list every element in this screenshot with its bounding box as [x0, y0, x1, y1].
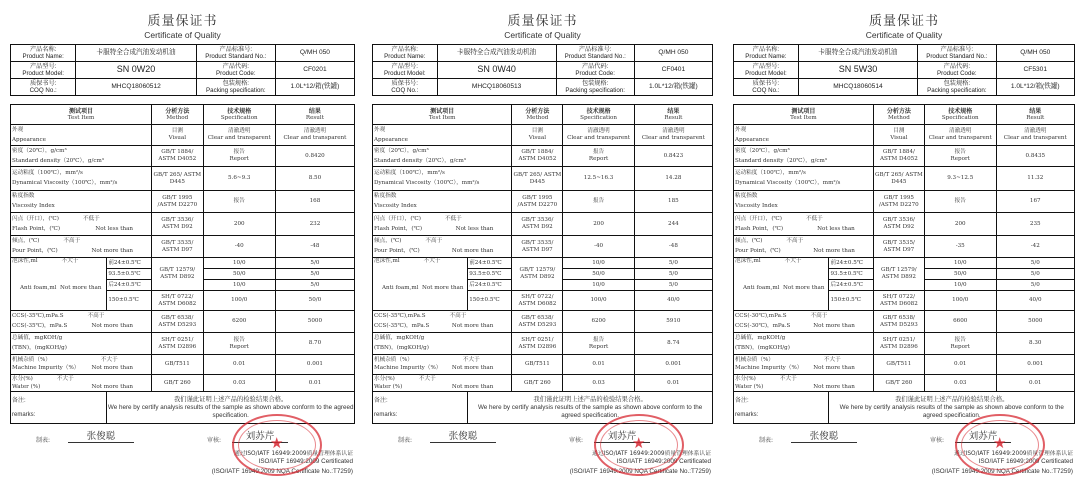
result-water: 0.01: [634, 375, 712, 392]
row-foam-4: 150±0.5℃ SH/T 0722/ ASTM D6082 100/0 50/0: [11, 291, 355, 311]
reviewed-by-name: 刘苏芹: [594, 428, 650, 443]
result-ccs: 5000: [275, 311, 354, 333]
row-foam-1: 泡沫性,ml 不大于 Anti foam,ml Not more than 前24±0.5℃ GB/T 12579/ ASTM D892 10/0 5/0: [11, 258, 355, 269]
spec-ccs: 6200: [203, 311, 275, 333]
company-seal-stamp: [594, 414, 684, 476]
row-foam-1: 泡沫性,ml 不大于 Anti foam,ml Not more than 前24±0.5℃ GB/T 12579/ ASTM D892 10/0 5/0: [734, 258, 1075, 269]
star-icon: ★: [993, 434, 1007, 452]
result-water: 0.01: [996, 375, 1074, 392]
product-standard-value: Q/MH 050: [634, 45, 712, 62]
result-vi: 168: [275, 191, 354, 213]
header-test-item: 测试项目 Test Item: [11, 105, 152, 125]
row-viscosity: 运动粘度（100℃），mm²/s Dynamical Viscosity（100℃），mm²/s GB/T 265/ ASTM D445 5.6~9.3 8.50: [11, 167, 355, 191]
spec-viscosity: 9.3~12.5: [924, 167, 996, 191]
result-viscosity: 8.50: [275, 167, 354, 191]
coq-no-value: MHCQ18060512: [76, 79, 196, 96]
row-foam-2: 93.5±0.5℃ 50/0 5/0: [11, 269, 355, 280]
iso-certification-cn: 通过ISO/IATF 16949:2009质量管理体系认证: [592, 451, 711, 457]
iso-certification-cn: 通过ISO/IATF 16949:2009质量管理体系认证: [234, 451, 353, 457]
coq-no-label: 质保书号: COQ No.:: [11, 79, 76, 96]
row-viscosity: 运动粘度（100℃），mm²/s Dynamical Viscosity（100℃），mm²/s GB/T 265/ ASTM D445 9.3~12.5 11.32: [734, 167, 1075, 191]
row-density: 密度（20℃），g/cm³ Standard density（20℃），g/cm³ GB/T 1884/ ASTM D4052 报告 Report 0.8435: [734, 146, 1075, 167]
product-model-label: 产品型号: Product Model:: [11, 62, 76, 79]
product-code-label: 产品代码: Product Code:: [918, 62, 996, 79]
product-code-label: 产品代码: Product Code:: [556, 62, 634, 79]
row-tbn: 总碱值，mgKOH/g (TBN)，(mgKOH/g) SH/T 0251/ ASTM D2896 报告 Report 8.74: [373, 333, 713, 355]
signature-area: [372, 424, 713, 484]
iso-certification-en: ISO/IATF 16949:2009 Certificated: [616, 458, 711, 465]
header-specification: 技术规格 Specification: [203, 105, 275, 125]
row-foam-2: 93.5±0.5℃ 50/0 5/0: [734, 269, 1075, 280]
product-name-value: 卡服特全合成汽油发动机油: [76, 45, 196, 62]
prepared-by-name: 张俊聪: [791, 428, 857, 443]
company-seal-stamp: [955, 414, 1045, 476]
row-viscosity: 运动粘度（100℃），mm²/s Dynamical Viscosity（100℃），mm²/s GB/T 265/ ASTM D445 12.5~16.3 14.28: [373, 167, 713, 191]
reviewed-by-name: 刘苏芹: [955, 428, 1011, 443]
certificate-title-cn: 质量保证书: [147, 14, 218, 29]
prepared-by-label: 制表:: [759, 437, 774, 444]
result-mi: 0.001: [996, 355, 1074, 375]
product-code-value: CF0401: [634, 62, 712, 79]
row-foam-3: 后24±0.5℃ 10/0 5/0: [11, 280, 355, 291]
row-appearance: 外观 Appearance 目测 Visual 清澈透明 Clear and transparent 清澈透明 Clear and transparent: [11, 125, 355, 146]
product-info-table: [10, 44, 355, 96]
header-method: 分析方法 Method: [512, 105, 563, 125]
prepared-by-name: 张俊聪: [430, 428, 496, 443]
row-flash-point: 闪点（开口），(℃) 不低于 Flash Point，(℃) Not less than GB/T 3536/ ASTM D92 200 235: [734, 213, 1075, 236]
spec-ccs: 6200: [563, 311, 634, 333]
signature-area: [10, 424, 355, 484]
product-name-label: 产品名称: Product Name:: [373, 45, 438, 62]
row-ccs: CCS(-35℃),mPa.S 不高于 CCS(-35℃)，mPa.S Not more than GB/T 6538/ ASTM D5293 6200 5000: [11, 311, 355, 333]
packing-value: 1.0L*12/箱(铁罐): [275, 79, 354, 96]
result-tbn: 8.74: [634, 333, 712, 355]
coq-no-label: 质保书号: COQ No.:: [373, 79, 438, 96]
row-flash-point: 闪点（开口），(℃) 不低于 Flash Point，(℃) Not less than GB/T 3536/ ASTM D92 200 244: [373, 213, 713, 236]
result-density: 0.8420: [275, 146, 354, 167]
product-model-label: 产品型号: Product Model:: [734, 62, 799, 79]
coq-no-value: MHCQ18060514: [798, 79, 917, 96]
row-foam-3: 后24±0.5℃ 10/0 5/0: [373, 280, 713, 291]
header-result: 结果 Result: [275, 105, 354, 125]
result-vi: 185: [634, 191, 712, 213]
product-standard-label: 产品标准号: Product Standard No.:: [196, 45, 275, 62]
iso-certificate-no: (ISO/IATF 16949:2009 NQA Certificate No.:T7259): [211, 468, 353, 475]
result-viscosity: 14.28: [634, 167, 712, 191]
result-viscosity: 11.32: [996, 167, 1074, 191]
row-viscosity-index: 粘度指数 Viscosity Index GB/T 1995 /ASTM D2270 报告 185: [373, 191, 713, 213]
spec-pour: -35: [924, 236, 996, 258]
product-standard-value: Q/MH 050: [996, 45, 1074, 62]
product-model-value: SN 5W30: [798, 62, 917, 79]
iso-certification-en: ISO/IATF 16949:2009 Certificated: [978, 458, 1073, 465]
row-pour-point: 倾点，(℃) 不高于 Pour Point，(℃) Not more than GB/T 3535/ ASTM D97 -40 -48: [373, 236, 713, 258]
header-specification: 技术规格 Specification: [563, 105, 634, 125]
reviewed-by-label: 审核:: [207, 437, 222, 444]
row-foam-4: 150±0.5℃ SH/T 0722/ ASTM D6082 100/0 40/0: [734, 291, 1075, 311]
signature-area: [733, 424, 1075, 484]
iso-certification-en: ISO/IATF 16949:2009 Certificated: [258, 458, 353, 465]
iso-certificate-no: (ISO/IATF 16949:2009 NQA Certificate No.:T7259): [569, 468, 711, 475]
star-icon: ★: [270, 434, 284, 452]
product-code-value: CF5301: [996, 62, 1074, 79]
row-machine-impurity: 机械杂质（%） 不大于 Machine Impurity（%） Not more than GB/T511 0.01 0.001: [11, 355, 355, 375]
row-pour-point: 倾点，(℃) 不高于 Pour Point，(℃) Not more than GB/T 3535/ ASTM D97 -40 -48: [11, 236, 355, 258]
row-remarks: 备注: remarks: 我们谨此证明上述产品的检验结果合格。 We here by certify analysis results of the sample as shown above conform to the agreed specification.: [11, 392, 355, 424]
result-pour: -42: [996, 236, 1074, 258]
spec-ccs: 6600: [924, 311, 996, 333]
star-icon: ★: [632, 434, 646, 452]
packing-label: 包装规格: Packing specification:: [556, 79, 634, 96]
header-method: 分析方法 Method: [152, 105, 204, 125]
product-model-value: SN 0W20: [76, 62, 196, 79]
product-standard-label: 产品标准号: Product Standard No.:: [556, 45, 634, 62]
product-info-table: [372, 44, 713, 96]
row-appearance: 外观 Appearance 目测 Visual 清澈透明 Clear and transparent 清澈透明 Clear and transparent: [373, 125, 713, 146]
result-mi: 0.001: [275, 355, 354, 375]
product-standard-label: 产品标准号: Product Standard No.:: [918, 45, 996, 62]
certificate-title-en: Certificate of Quality: [144, 30, 221, 40]
product-model-label: 产品型号: Product Model:: [373, 62, 438, 79]
product-name-value: 卡服特全合成汽油发动机油: [437, 45, 556, 62]
product-info-table: [733, 44, 1075, 96]
spec-pour: -40: [563, 236, 634, 258]
row-tbn: 总碱值，mgKOH/g (TBN)，(mgKOH/g) SH/T 0251/ ASTM D2896 报告 Report 8.70: [11, 333, 355, 355]
row-water: 水分(%) 不大于 Water (%) Not more than GB/T 260 0.03 0.01: [11, 375, 355, 392]
row-foam-4: 150±0.5℃ SH/T 0722/ ASTM D6082 100/0 40/0: [373, 291, 713, 311]
row-water: 水分(%) 不大于 Water (%) Not more than GB/T 260 0.03 0.01: [373, 375, 713, 392]
product-code-value: CF0201: [275, 62, 354, 79]
header-specification: 技术规格 Specification: [924, 105, 996, 125]
header-result: 结果 Result: [634, 105, 712, 125]
spec-pour: -40: [203, 236, 275, 258]
certificate-title-en: Certificate of Quality: [504, 30, 581, 40]
result-mi: 0.001: [634, 355, 712, 375]
row-ccs: CCS(-35℃),mPa.S 不高于 CCS(-35℃)，mPa.S Not more than GB/T 6538/ ASTM D5293 6200 5910: [373, 311, 713, 333]
coq-no-value: MHCQ18060513: [437, 79, 556, 96]
quality-certificate-1: [10, 0, 355, 490]
result-density: 0.8435: [996, 146, 1074, 167]
row-remarks: 备注: remarks: 我们谨此证明上述产品的检验结果合格。 We here by certify analysis results of the sample as shown above conform to the agreed specification.: [373, 392, 713, 424]
result-pour: -48: [275, 236, 354, 258]
spec-viscosity: 5.6~9.3: [203, 167, 275, 191]
prepared-by-name: 张俊聪: [68, 428, 134, 443]
product-code-label: 产品代码: Product Code:: [196, 62, 275, 79]
product-name-label: 产品名称: Product Name:: [734, 45, 799, 62]
packing-label: 包装规格: Packing specification:: [196, 79, 275, 96]
result-pour: -48: [634, 236, 712, 258]
row-viscosity-index: 粘度指数 Viscosity Index GB/T 1995 /ASTM D2270 报告 168: [11, 191, 355, 213]
packing-label: 包装规格: Packing specification:: [918, 79, 996, 96]
test-results-table: [10, 104, 355, 424]
quality-certificate-2: [372, 0, 713, 490]
result-flash: 244: [634, 213, 712, 236]
row-machine-impurity: 机械杂质（%） 不大于 Machine Impurity（%） Not more than GB/T511 0.01 0.001: [373, 355, 713, 375]
row-water: 水分(%) 不大于 Water (%) Not more than GB/T 260 0.03 0.01: [734, 375, 1075, 392]
row-foam-2: 93.5±0.5℃ 50/0 5/0: [373, 269, 713, 280]
packing-value: 1.0L*12/箱(铁罐): [634, 79, 712, 96]
result-ccs: 5910: [634, 311, 712, 333]
iso-certification-cn: 通过ISO/IATF 16949:2009质量管理体系认证: [954, 451, 1073, 457]
row-ccs: CCS(-30℃),mPa.S 不高于 CCS(-30℃)，mPa.S Not more than GB/T 6538/ ASTM D5293 6600 5000: [734, 311, 1075, 333]
test-results-table: [733, 104, 1075, 424]
result-water: 0.01: [275, 375, 354, 392]
row-foam-3: 后24±0.5℃ 10/0 5/0: [734, 280, 1075, 291]
certificate-title-cn: 质量保证书: [868, 14, 939, 29]
row-pour-point: 倾点，(℃) 不高于 Pour Point，(℃) Not more than GB/T 3535/ ASTM D97 -35 -42: [734, 236, 1075, 258]
packing-value: 1.0L*12/箱(铁罐): [996, 79, 1074, 96]
result-flash: 232: [275, 213, 354, 236]
header-test-item: 测试项目 Test Item: [373, 105, 512, 125]
row-viscosity-index: 粘度指数 Viscosity Index GB/T 1995 /ASTM D2270 报告 167: [734, 191, 1075, 213]
row-density: 密度（20℃），g/cm³ Standard density（20℃），g/cm³ GB/T 1884/ ASTM D4052 报告 Report 0.8420: [11, 146, 355, 167]
row-machine-impurity: 机械杂质（%） 不大于 Machine Impurity（%） Not more than GB/T511 0.01 0.001: [734, 355, 1075, 375]
coq-no-label: 质保书号: COQ No.:: [734, 79, 799, 96]
product-standard-value: Q/MH 050: [275, 45, 354, 62]
reviewed-by-name: 刘苏芹: [232, 428, 288, 443]
result-flash: 235: [996, 213, 1074, 236]
row-appearance: 外观 Appearance 目测 Visual 清澈透明 Clear and transparent 清澈透明 Clear and transparent: [734, 125, 1075, 146]
product-model-value: SN 0W40: [437, 62, 556, 79]
header-method: 分析方法 Method: [873, 105, 924, 125]
row-remarks: 备注: remarks: 我们谨此证明上述产品的检验结果合格。 We here by certify analysis results of the sample as shown above conform to the agreed specification.: [734, 392, 1075, 424]
row-tbn: 总碱值，mgKOH/g (TBN)，(mgKOH/g) SH/T 0251/ ASTM D2896 报告 Report 8.30: [734, 333, 1075, 355]
header-result: 结果 Result: [996, 105, 1074, 125]
result-vi: 167: [996, 191, 1074, 213]
row-foam-1: 泡沫性,ml 不大于 Anti foam,ml Not more than 前24±0.5℃ GB/T 12579/ ASTM D892 10/0 5/0: [373, 258, 713, 269]
company-seal-stamp: [232, 414, 322, 476]
row-flash-point: 闪点（开口），(℃) 不低于 Flash Point，(℃) Not less than GB/T 3536/ ASTM D92 200 232: [11, 213, 355, 236]
result-tbn: 8.30: [996, 333, 1074, 355]
prepared-by-label: 制表:: [36, 437, 51, 444]
row-density: 密度（20℃），g/cm³ Standard density（20℃），g/cm³ GB/T 1884/ ASTM D4052 报告 Report 0.8423: [373, 146, 713, 167]
certificate-title-en: Certificate of Quality: [865, 30, 943, 40]
quality-certificate-3: [733, 0, 1075, 490]
iso-certificate-no: (ISO/IATF 16949:2009 NQA Certificate No.:T7259): [931, 468, 1073, 475]
certificate-title-cn: 质量保证书: [507, 14, 578, 29]
header-test-item: 测试项目 Test Item: [734, 105, 874, 125]
test-results-table: [372, 104, 713, 424]
product-name-value: 卡服特全合成汽油发动机油: [798, 45, 917, 62]
result-ccs: 5000: [996, 311, 1074, 333]
product-name-label: 产品名称: Product Name:: [11, 45, 76, 62]
spec-viscosity: 12.5~16.3: [563, 167, 634, 191]
result-density: 0.8423: [634, 146, 712, 167]
reviewed-by-label: 审核:: [569, 437, 584, 444]
reviewed-by-label: 审核:: [930, 437, 945, 444]
result-tbn: 8.70: [275, 333, 354, 355]
prepared-by-label: 制表:: [398, 437, 413, 444]
